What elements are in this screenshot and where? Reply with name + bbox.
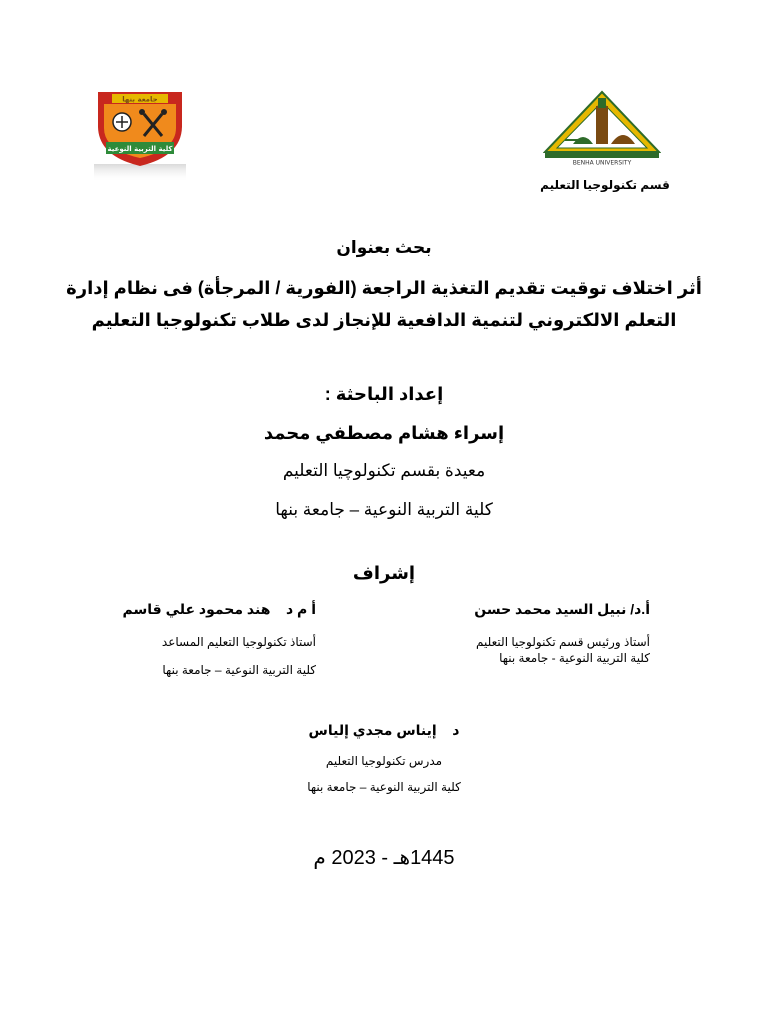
supervisor-2-affiliation: كلية التربية النوعية – جامعة بنها	[162, 663, 316, 677]
supervisor-3	[0, 722, 768, 794]
researcher-role: معيدة بقسم تكنولوچيا التعليم	[282, 461, 486, 480]
university-logo	[543, 90, 661, 166]
supervisor-1	[410, 601, 650, 665]
prepared-by-label: إعداد الباحثة :	[324, 384, 444, 404]
research-title-line-2: التعلم الالكتروني لتنمية الدافعية للإنجاز لدى طلاب تكنولوجيا التعليم	[91, 310, 677, 330]
research-label: بحث بعنوان	[336, 238, 432, 257]
date-line: 1445هـ - 2023 م	[313, 847, 455, 869]
supervisor-3-role: مدرس تكنولوجيا التعليم	[325, 754, 443, 768]
supervision-label: إشراف	[352, 563, 416, 583]
supervisor-2	[86, 601, 316, 677]
research-title-line-1: أثر اختلاف توقيت تقديم التغذية الراجعة (الفورية / المرجأة) فى نظام إدارة	[66, 278, 702, 298]
supervisor-1-role: أستاذ ورئيس قسم تكنولوجيا التعليم	[476, 635, 650, 649]
department-label: قسم تكنولوجيا التعليم	[540, 178, 670, 192]
supervisor-1-affiliation: كلية التربية النوعية - جامعة بنها	[499, 651, 650, 665]
supervisor-2-role: أستاذ تكنولوجيا التعليم المساعد	[161, 635, 316, 649]
supervisor-3-name: د إيناس مجدي إلياس	[308, 722, 460, 738]
logo-bottom-text: كلية التربية النوعية	[107, 145, 173, 153]
researcher-affiliation: كلية التربية النوعية – جامعة بنها	[275, 500, 493, 519]
logo-top-text: جامعة بنها	[122, 95, 158, 104]
logo-caption: BENHA UNIVERSITY	[572, 159, 632, 166]
supervisor-1-name: أ.د/ نبيل السيد محمد حسن	[474, 601, 650, 617]
supervisor-3-affiliation: كلية التربية النوعية – جامعة بنها	[307, 780, 461, 794]
faculty-logo	[92, 86, 188, 184]
researcher-name: إسراء هشام مصطفي محمد	[263, 423, 505, 443]
supervisor-2-name: أ م د هند محمود علي قاسم	[122, 601, 316, 617]
